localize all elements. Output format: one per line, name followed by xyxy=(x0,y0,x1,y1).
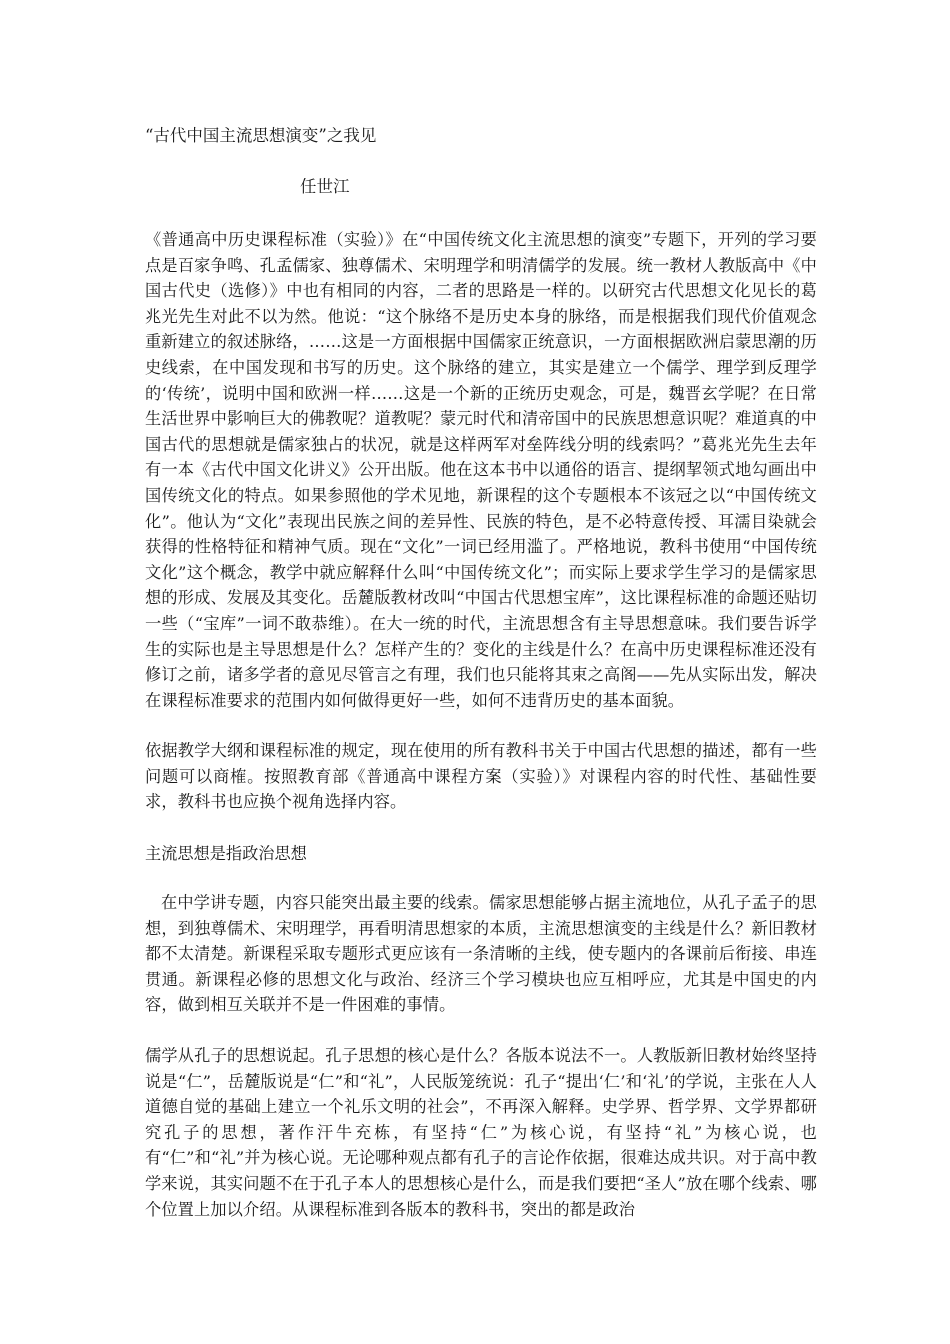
body-paragraph-1: 《普通高中历史课程标准（实验）》在“中国传统文化主流思想的演变”专题下，开列的学习要点是百家争鸣、孔孟儒家、独尊儒术、宋明理学和明清儒学的发展。统一教材人教版高中《中国古代史（选修）》中也有相同的内容，二者的思路是一样的。以研究古代思想文化见长的葛兆光先生对此不以为然。他说：“这个脉络不是历史本身的脉络，而是根据我们现代价值观念重新建立的叙述脉络，……这是一方面根据中国儒家正统意识，一方面根据欧洲启蒙思潮的历史线索，在中国发现和书写的历史。这个脉络的建立，其实是建立一个儒学、理学到反理学的‘传统’，说明中国和欧洲一样……这是一个新的正统历史观念，可是，魏晋玄学呢？在日常生活世界中影响巨大的佛教呢？道教呢？蒙元时代和清帝国中的民族思想意识呢？难道真的中国古代的思想就是儒家独占的状况，就是这样两军对垒阵线分明的线索吗？”葛兆光先生去年有一本《古代中国文化讲义》公开出版。他在这本书中以通俗的语言、提纲挈领式地勾画出中国传统文化的特点。如果参照他的学术见地，新课程的这个专题根本不该冠之以“中国传统文化”。他认为“文化”表现出民族之间的差异性、民族的特色，是不必特意传授、耳濡目染就会获得的性格特征和精神气质。现在“文化”一词已经用滥了。严格地说，教科书使用“中国传统文化”这个概念，教学中就应解释什么叫“中国传统文化”；而实际上要求学生学习的是儒家思想的形成、发展及其变化。岳麓版教材改叫“中国古代思想宝库”，这比课程标准的命题还贴切一些（“宝库”一词不敢恭维）。在大一统的时代，主流思想含有主导思想意味。我们要告诉学生的实际也是主导思想是什么？怎样产生的？变化的主线是什么？在高中历史课程标准还没有修订之前，诸多学者的意见尽管言之有理，我们也只能将其束之高阁——先从实际出发，解决在课程标准要求的范围内如何做得更好一些，如何不违背历史的基本面貌。 xyxy=(145,230,817,710)
document-title: “古代中国主流思想演变”之我见 xyxy=(145,126,377,145)
body-paragraph-2: 依据教学大纲和课程标准的规定，现在使用的所有教科书关于中国古代思想的描述，都有一些问题可以商榷。按照教育部《普通高中课程方案（实验）》对课程内容的时代性、基础性要求，教科书也应换个视角选择内容。 xyxy=(145,741,817,812)
section-paragraph-2: 儒学从孔子的思想说起。孔子思想的核心是什么？各版本说法不一。人教版新旧教材始终坚持说是“仁”，岳麓版说是“仁”和“礼”，人民版笼统说：孔子“提出‘仁’和‘礼’的学说，主张在人人道德自觉的基础上建立一个礼乐文明的社会”，不再深入解释。史学界、哲学界、文学界都研究孔子的思想，著作汗牛充栋，有坚持“仁”为核心说，有坚持“礼”为核心说，也有“仁”和“礼”并为核心说。无论哪种观点都有孔子的言论作依据，很难达成共识。对于高中教学来说，其实问题不在于孔子本人的思想核心是什么，而是我们要把“圣人”放在哪个线索、哪个位置上加以介绍。从课程标准到各版本的教科书，突出的都是政治 xyxy=(145,1046,817,1219)
section-heading: 主流思想是指政治思想 xyxy=(145,844,307,864)
document-page xyxy=(145,124,817,1222)
document-author: 任世江 xyxy=(300,177,350,196)
section-paragraph-1: 在中学讲专题，内容只能突出最主要的线索。儒家思想能够占据主流地位，从孔子孟子的思想，到独尊儒术、宋明理学，再看明清思想家的本质，主流思想演变的主线是什么？新旧教材都不太清楚。新课程采取专题形式更应该有一条清晰的主线，使专题内的各课前后衔接、串连贯通。新课程必修的思想文化与政治、经济三个学习模块也应互相呼应，尤其是中国史的内容，做到相互关联并不是一件困难的事情。 xyxy=(145,893,817,1015)
